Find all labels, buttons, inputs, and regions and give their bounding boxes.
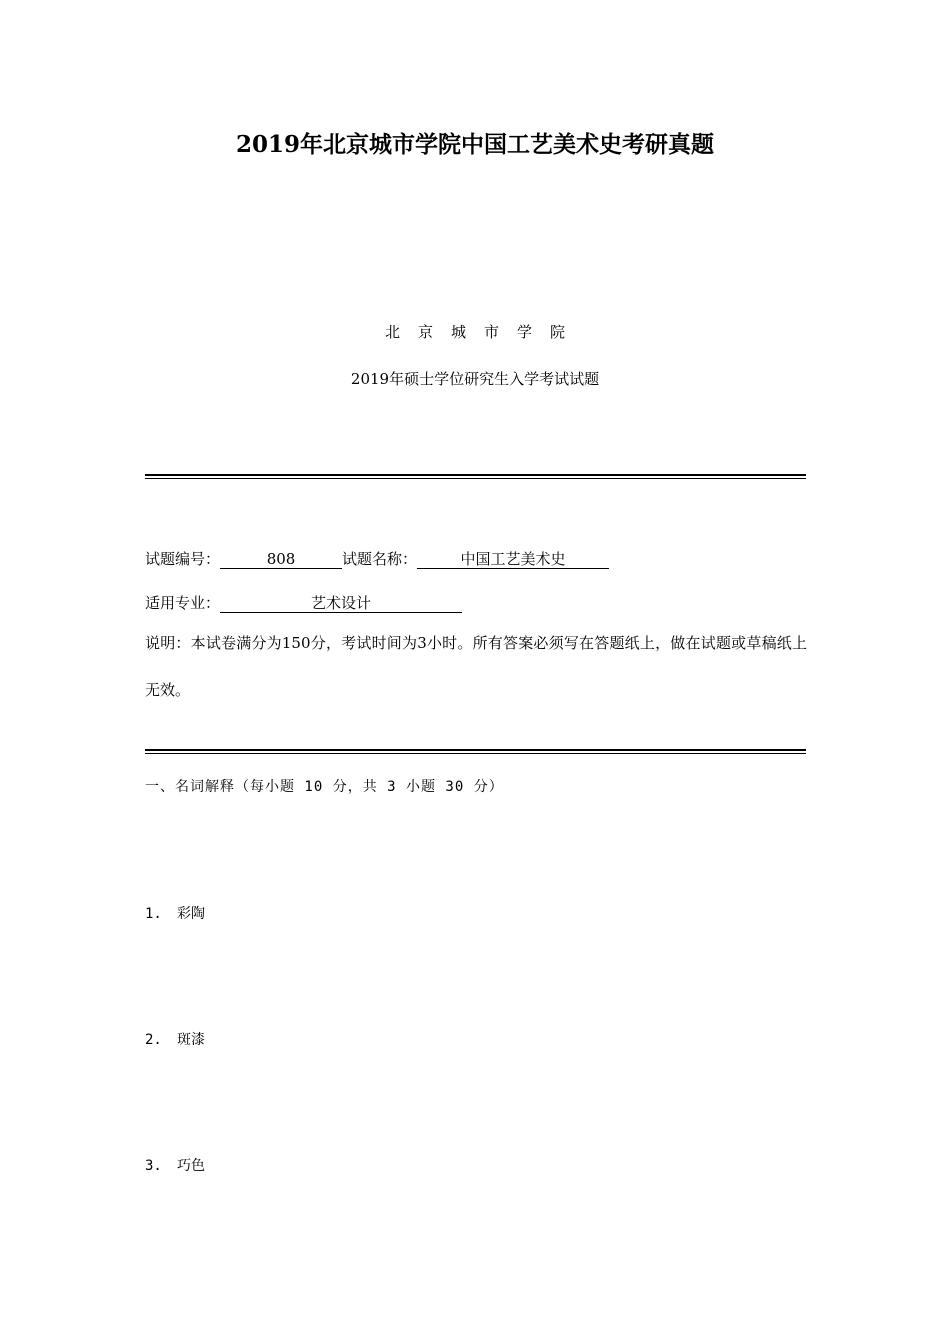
document-title: 2019年北京城市学院中国工艺美术史考研真题 (235, 131, 714, 158)
major-label: 适用专业： (145, 594, 221, 612)
question-item (145, 903, 205, 923)
bottom-double-rule (145, 749, 806, 754)
question-number: 2. (145, 1032, 162, 1048)
major-value: 艺术设计 (220, 595, 462, 613)
question-item (145, 1155, 205, 1175)
exam-code-line (145, 548, 609, 569)
top-double-rule (145, 474, 806, 479)
exam-code-label: 试题编号： (145, 550, 221, 568)
exam-code-value: 808 (220, 551, 342, 569)
question-number: 1. (145, 906, 162, 922)
question-text: 巧色 (177, 1158, 205, 1174)
major-line (145, 592, 462, 613)
exam-subject-label: 试题名称： (342, 550, 418, 568)
exam-name: 2019年硕士学位研究生入学考试试题 (350, 370, 600, 388)
school-name: 北京城市学院 (384, 323, 583, 341)
question-text: 彩陶 (177, 906, 205, 922)
question-item (145, 1029, 205, 1049)
question-number: 3. (145, 1158, 162, 1174)
exam-subject-value: 中国工艺美术史 (417, 551, 609, 569)
exam-instructions: 说明：本试卷满分为150分，考试时间为3小时。所有答案必须写在答题纸上，做在试题或草稿纸上无效。 (145, 634, 807, 699)
question-text: 斑漆 (177, 1032, 205, 1048)
section-heading: 一、名词解释（每小题 10 分，共 3 小题 30 分） (145, 779, 504, 795)
